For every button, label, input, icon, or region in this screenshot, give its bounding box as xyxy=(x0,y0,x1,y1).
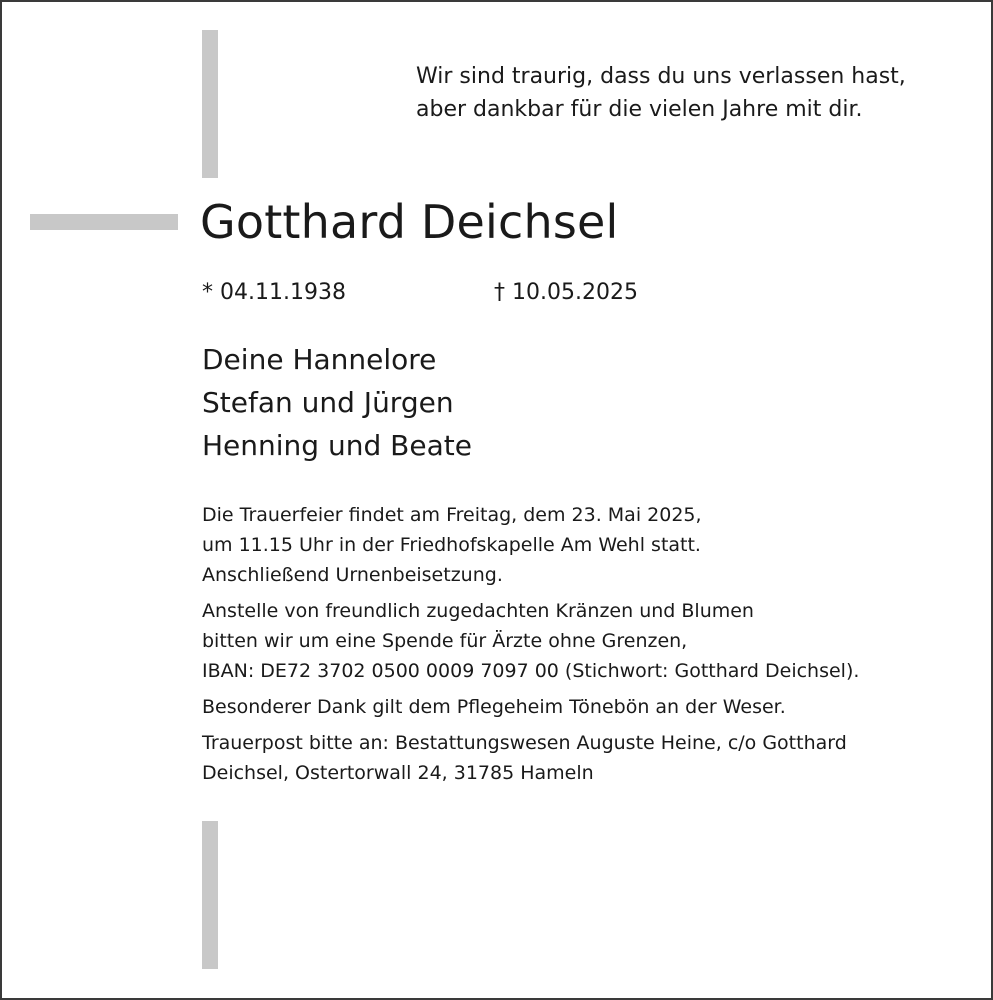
funeral-info xyxy=(202,500,859,590)
thanks-line: Besonderer Dank gilt dem Pflegeheim Tönebön an der Weser. xyxy=(202,696,786,718)
quote-line-2: aber dankbar für die vielen Jahre mit dir. xyxy=(416,97,863,122)
donation-line: bitten wir um eine Spende für Ärzte ohne Grenzen, xyxy=(202,630,688,652)
donation-info xyxy=(202,596,859,686)
family-list xyxy=(202,338,472,467)
deceased-name: Gotthard Deichsel xyxy=(200,195,619,249)
funeral-line: Die Trauerfeier findet am Freitag, dem 23. Mai 2025, xyxy=(202,504,702,526)
memorial-quote xyxy=(416,60,906,126)
birth-date: * 04.11.1938 xyxy=(202,280,346,305)
cross-bar-bottom xyxy=(202,821,218,969)
family-member: Henning und Beate xyxy=(202,429,472,462)
thanks-info xyxy=(202,692,859,722)
family-member: Stefan und Jürgen xyxy=(202,386,454,419)
cross-bar-left xyxy=(30,214,178,230)
mail-info xyxy=(202,728,859,788)
donation-line: IBAN: DE72 3702 0500 0009 7097 00 (Stichwort: Gotthard Deichsel). xyxy=(202,660,860,682)
cross-bar-top xyxy=(202,30,218,178)
death-date: † 10.05.2025 xyxy=(494,280,638,305)
funeral-line: Anschließend Urnenbeisetzung. xyxy=(202,564,503,586)
notice-details xyxy=(202,500,859,794)
mail-line: Deichsel, Ostertorwall 24, 31785 Hameln xyxy=(202,762,594,784)
mail-line: Trauerpost bitte an: Bestattungswesen Auguste Heine, c/o Gotthard xyxy=(202,732,847,754)
family-member: Deine Hannelore xyxy=(202,343,437,376)
funeral-line: um 11.15 Uhr in der Friedhofskapelle Am Wehl statt. xyxy=(202,534,701,556)
donation-line: Anstelle von freundlich zugedachten Kränzen und Blumen xyxy=(202,600,754,622)
quote-line-1: Wir sind traurig, dass du uns verlassen hast, xyxy=(416,64,906,89)
